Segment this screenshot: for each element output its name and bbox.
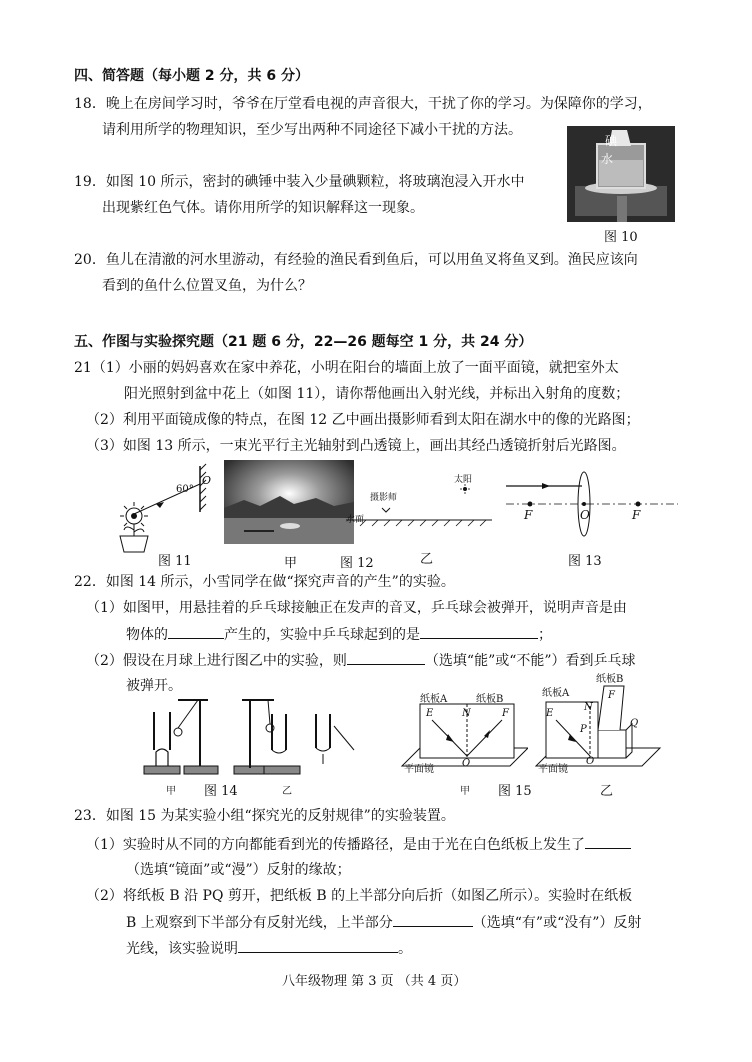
figure-10-photo bbox=[567, 126, 675, 222]
fig13-f2: F bbox=[632, 508, 641, 522]
fig13-f1: F bbox=[524, 508, 533, 522]
fig15-f-2: F bbox=[608, 690, 615, 701]
figure-14-diagram bbox=[138, 692, 360, 778]
q23-line4: （2）将纸板 B 沿 PQ 剪开，把纸板 B 的上半部分向后折（如图乙所示）。实验时在纸板 bbox=[86, 888, 633, 904]
section-4-heading: 四、简答题（每小题 2 分，共 6 分） bbox=[74, 68, 309, 84]
q23-line5 bbox=[126, 912, 641, 933]
q23-line6-text-a: 光线，该实验说明 bbox=[126, 941, 238, 957]
fig15-q: Q bbox=[630, 718, 639, 729]
q21-line2: 阳光照射到盆中花上（如图 11），请你帮他画出入射光线，并标出入射角的度数； bbox=[124, 386, 630, 402]
figure-11-diagram bbox=[112, 462, 218, 558]
q18-line2: 请利用所学的物理知识，至少写出两种不同途径下减小干扰的方法。 bbox=[102, 122, 522, 138]
fig15-n-2: N bbox=[584, 702, 593, 713]
fig12-photographer: 摄影师 bbox=[370, 493, 398, 503]
q23-line2 bbox=[86, 834, 631, 855]
figure-12-yi-diagram bbox=[346, 470, 492, 534]
fig15-mirror: 平面镜 bbox=[404, 764, 434, 775]
figure-13-diagram bbox=[506, 470, 678, 546]
q23-line6-text-b: 。 bbox=[398, 941, 412, 957]
q21-line4: （3）如图 13 所示，一束光平行主光轴射到凸透镜上，画出其经凸透镜折射后光路图。 bbox=[86, 438, 626, 454]
figure-12-yi-label: 乙 bbox=[420, 552, 434, 567]
q21-line3: （2）利用平面镜成像的特点，在图 12 乙中画出摄影师看到太阳在湖水中的像的光路图； bbox=[86, 412, 640, 428]
q23-line1: 23．如图 15 为某实验小组“探究光的反射规律”的实验装置。 bbox=[74, 808, 455, 824]
q22-line3-text-c: ； bbox=[538, 627, 552, 643]
q22-line1: 22．如图 14 所示，小雪同学在做“探究声音的产生”的实验。 bbox=[74, 574, 455, 590]
q20-line1: 20．鱼儿在清澈的河水里游动，有经验的渔民看到鱼后，可以用鱼叉将鱼叉到。渔民应该向 bbox=[74, 252, 638, 268]
q23-line5-text-b: （选填“有”或“没有”）反射 bbox=[472, 915, 642, 931]
q23-blank-2[interactable] bbox=[393, 912, 473, 927]
fig15-board-a-2: 纸板A bbox=[542, 688, 570, 699]
figure-15-yi-label: 乙 bbox=[600, 784, 614, 799]
figure-15-jia-label: 甲 bbox=[460, 786, 470, 797]
fig15-board-b: 纸板B bbox=[476, 694, 504, 705]
figure-14-jia-label: 甲 bbox=[166, 786, 176, 797]
fig15-e: E bbox=[426, 708, 434, 719]
figure-15-caption: 图 15 bbox=[498, 784, 532, 799]
q22-line2: （1）如图甲，用悬挂着的乒乓球接触正在发声的音叉，乒乓球会被弹开，说明声音是由 bbox=[86, 600, 627, 616]
q19-line1: 19．如图 10 所示，密封的碘锤中装入少量碘颗粒，将玻璃泡浸入开水中 bbox=[74, 174, 525, 190]
q22-line3-text-a: 物体的 bbox=[126, 627, 168, 643]
figure-12-jia-label: 甲 bbox=[284, 556, 298, 571]
q23-line3: （选填“镜面”或“漫”）反射的缘故； bbox=[126, 862, 351, 878]
figure-14-caption: 图 14 bbox=[204, 784, 238, 799]
figure-15-jia-diagram bbox=[398, 690, 528, 776]
fig15-e-2: E bbox=[546, 708, 554, 719]
figure-14-yi-label: 乙 bbox=[282, 786, 292, 797]
figure-15-yi-diagram bbox=[532, 670, 664, 776]
q23-blank-3[interactable] bbox=[238, 938, 398, 953]
fig10-label-water: 水 bbox=[601, 152, 614, 166]
q22-line4 bbox=[86, 650, 636, 671]
fig15-f: F bbox=[502, 708, 509, 719]
q20-line2: 看到的鱼什么位置叉鱼，为什么？ bbox=[102, 278, 312, 294]
q23-blank-1[interactable] bbox=[585, 834, 631, 849]
page-footer: 八年级物理 第 3 页 （共 4 页） bbox=[282, 974, 467, 989]
fig12-water: 水面 bbox=[346, 515, 365, 525]
q23-line6 bbox=[126, 938, 412, 959]
q21-line1: 21（1）小丽的妈妈喜欢在家中养花，小明在阳台的墙面上放了一面平面镜，就把室外太 bbox=[74, 360, 619, 376]
fig13-o: O bbox=[580, 508, 590, 522]
section-5-heading: 五、作图与实验探究题（21 题 6 分，22—26 题每空 1 分，共 24 分） bbox=[74, 334, 533, 350]
q22-line3-text-b: 产生的，实验中乒乓球起到的是 bbox=[224, 627, 420, 643]
fig11-angle: 60° bbox=[176, 484, 194, 495]
figure-12-photo bbox=[224, 460, 354, 544]
fig10-label-iodine: 碘 bbox=[605, 134, 618, 148]
fig12-sun: 太阳 bbox=[454, 475, 473, 485]
fig11-point-o: O bbox=[202, 474, 212, 487]
fig15-board-b-2: 纸板B bbox=[596, 674, 624, 685]
q23-line2-text: （1）实验时从不同的方向都能看到光的传播路径，是由于光在白色纸板上发生了 bbox=[86, 837, 585, 853]
q19-line2: 出现紫红色气体。请你用所学的知识解释这一现象。 bbox=[102, 200, 424, 216]
q22-blank-3[interactable] bbox=[347, 650, 425, 665]
figure-12-caption: 图 12 bbox=[340, 556, 374, 571]
q22-line3 bbox=[126, 624, 552, 645]
figure-13-caption: 图 13 bbox=[568, 554, 602, 569]
fig15-p: P bbox=[580, 724, 587, 735]
figure-10-caption: 图 10 bbox=[604, 230, 638, 245]
fig15-mirror-2: 平面镜 bbox=[538, 764, 568, 775]
q22-blank-1[interactable] bbox=[168, 624, 224, 639]
q22-line4-text-a: （2）假设在月球上进行图乙中的实验，则 bbox=[86, 653, 347, 669]
fig15-n: N bbox=[462, 708, 471, 719]
q22-line5: 被弹开。 bbox=[126, 678, 182, 694]
q22-blank-2[interactable] bbox=[420, 624, 538, 639]
fig15-board-a: 纸板A bbox=[420, 694, 448, 705]
q22-line4-text-b: （选填“能”或“不能”）看到乒乓球 bbox=[424, 653, 636, 669]
q18-line1: 18．晚上在房间学习时，爷爷在厅堂看电视的声音很大，干扰了你的学习。为保障你的学习， bbox=[74, 96, 652, 112]
figure-11-caption: 图 11 bbox=[158, 554, 192, 569]
q23-line5-text-a: B 上观察到下半部分有反射光线，上半部分 bbox=[126, 915, 393, 931]
fig15-o-2: O bbox=[586, 756, 595, 767]
fig15-o: O bbox=[462, 758, 471, 769]
